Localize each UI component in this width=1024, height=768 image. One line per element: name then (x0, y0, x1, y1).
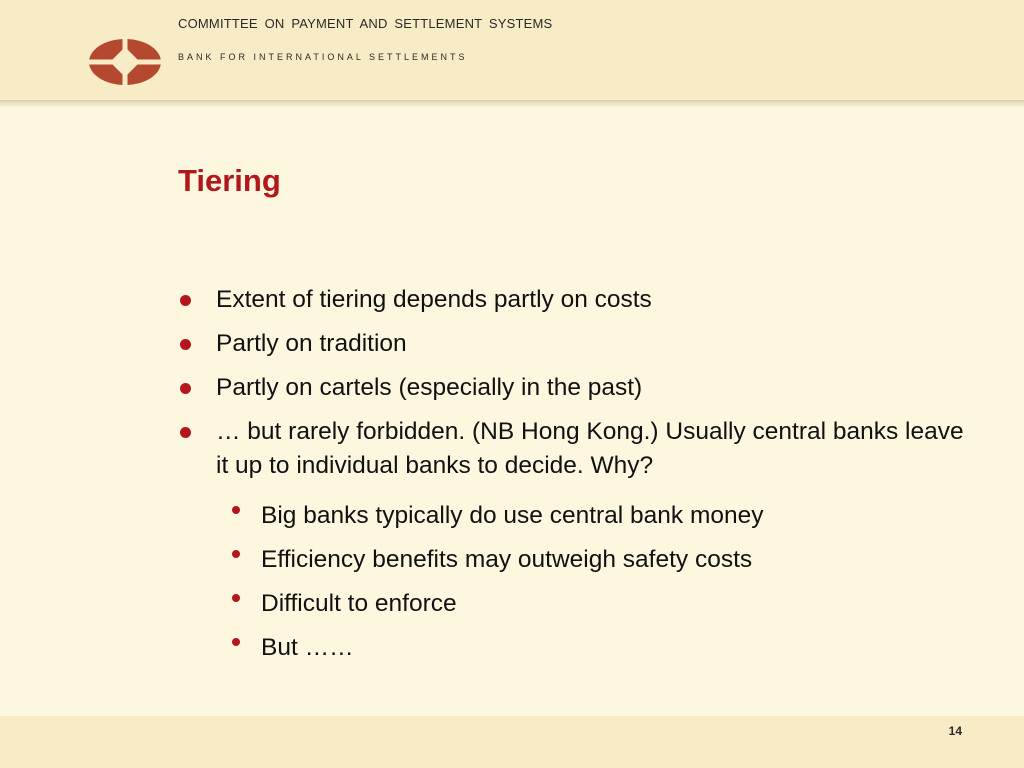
sub-bullet-text: Difficult to enforce (261, 590, 457, 617)
bullet-text: … but rarely forbidden. (NB Hong Kong.) Usually central banks leave it up to individual banks to decide. Why? (216, 418, 964, 479)
page-number: 14 (948, 724, 962, 738)
bullet-text: Partly on cartels (especially in the past) (216, 374, 643, 401)
bullet-item (178, 415, 968, 483)
sub-bullet-list (231, 499, 951, 675)
bullet-list (178, 283, 968, 493)
sub-bullet-text: Efficiency benefits may outweigh safety costs (261, 546, 753, 573)
org-name: COMMITTEE ON PAYMENT AND SETTLEMENT SYSTEMS (178, 16, 553, 31)
sub-bullet-dot-icon (232, 638, 240, 646)
sub-bullet-item (231, 543, 951, 577)
sub-bullet-text: Big banks typically do use central bank money (261, 502, 764, 529)
sub-bullet-dot-icon (232, 594, 240, 602)
sub-bullet-item (231, 587, 951, 621)
sub-bullet-dot-icon (232, 550, 240, 558)
bullet-item (178, 371, 968, 405)
bullet-item (178, 283, 968, 317)
bullet-item (178, 327, 968, 361)
bullet-text: Partly on tradition (216, 330, 407, 357)
bis-logo-icon (88, 38, 162, 86)
bullet-dot-icon (180, 383, 191, 394)
sub-bullet-text: But …… (261, 634, 354, 661)
sub-bullet-dot-icon (232, 506, 240, 514)
header-divider (0, 100, 1024, 108)
sub-bullet-item (231, 631, 951, 665)
org-subtitle: BANK FOR INTERNATIONAL SETTLEMENTS (178, 52, 468, 62)
bullet-text: Extent of tiering depends partly on costs (216, 286, 652, 313)
footer-band (0, 716, 1024, 768)
sub-bullet-item (231, 499, 951, 533)
bullet-dot-icon (180, 339, 191, 350)
bullet-dot-icon (180, 427, 191, 438)
slide-title: Tiering (178, 163, 281, 198)
bullet-dot-icon (180, 295, 191, 306)
